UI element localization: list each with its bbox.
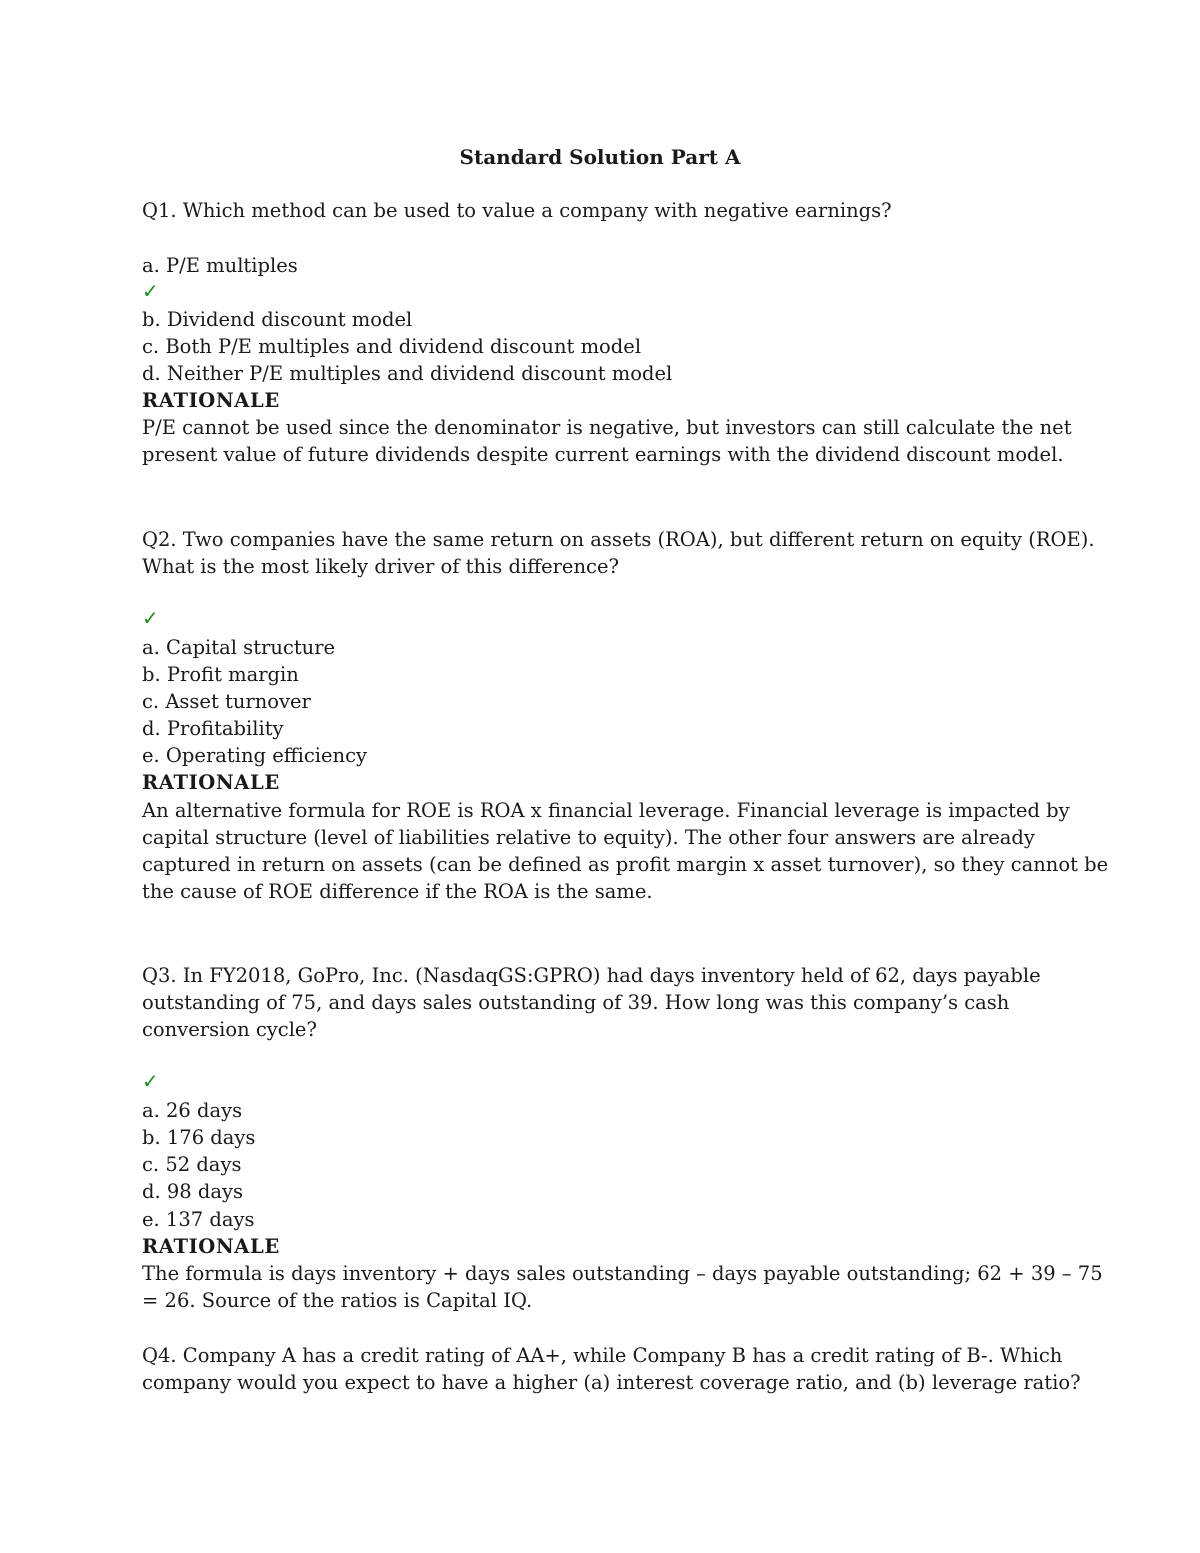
q3-option-b: b. 176 days bbox=[142, 1126, 256, 1149]
q3-option-a: a. 26 days bbox=[142, 1099, 243, 1122]
q3-rationale-heading: RATIONALE bbox=[142, 1235, 280, 1258]
page-title: Standard Solution Part A bbox=[459, 145, 741, 169]
q3-rationale-line-1: The formula is days inventory + days sales outstanding – days payable outstanding; 62 + 39 – 75 bbox=[142, 1262, 1103, 1285]
q1-rationale-line-1: P/E cannot be used since the denominator is negative, but investors can still calculate the net bbox=[142, 416, 1072, 439]
q2-option-e: e. Operating efficiency bbox=[142, 744, 368, 767]
q3-stem-line-3: conversion cycle? bbox=[142, 1018, 317, 1041]
q1-option-c: c. Both P/E multiples and dividend discount model bbox=[142, 335, 642, 358]
q2-check-mark-icon: ✓ bbox=[142, 606, 159, 630]
q3-option-e: e. 137 days bbox=[142, 1208, 255, 1231]
q2-stem-line-1: Q2. Two companies have the same return on assets (ROA), but different return on equity (ROE). bbox=[142, 528, 1095, 551]
q1-check-mark-icon: ✓ bbox=[142, 279, 159, 303]
q2-option-c: c. Asset turnover bbox=[142, 690, 311, 713]
q1-option-d: d. Neither P/E multiples and dividend discount model bbox=[142, 362, 673, 385]
q2-option-a: a. Capital structure bbox=[142, 636, 336, 659]
q3-stem-line-1: Q3. In FY2018, GoPro, Inc. (NasdaqGS:GPRO) had days inventory held of 62, days payable bbox=[142, 964, 1041, 987]
q1-option-b: b. Dividend discount model bbox=[142, 308, 413, 331]
q2-rationale-line-4: the cause of ROE difference if the ROA is the same. bbox=[142, 880, 653, 903]
q2-option-d: d. Profitability bbox=[142, 717, 284, 740]
q2-stem-line-2: What is the most likely driver of this difference? bbox=[142, 555, 619, 578]
q3-rationale-line-2: = 26. Source of the ratios is Capital IQ. bbox=[142, 1289, 533, 1312]
q4-stem-line-1: Q4. Company A has a credit rating of AA+, while Company B has a credit rating of B-. Which bbox=[142, 1344, 1063, 1367]
q3-option-d: d. 98 days bbox=[142, 1180, 244, 1203]
q2-rationale-line-1: An alternative formula for ROE is ROA x financial leverage. Financial leverage is impacted by bbox=[142, 799, 1070, 822]
q4-stem-line-2: company would you expect to have a higher (a) interest coverage ratio, and (b) leverage ratio? bbox=[142, 1371, 1081, 1394]
q1-rationale-heading: RATIONALE bbox=[142, 389, 280, 412]
q1-rationale-line-2: present value of future dividends despite current earnings with the dividend discount model. bbox=[142, 443, 1064, 466]
q2-rationale-line-2: capital structure (level of liabilities relative to equity). The other four answers are already bbox=[142, 826, 1035, 849]
q1-stem: Q1. Which method can be used to value a company with negative earnings? bbox=[142, 199, 892, 222]
q3-stem-line-2: outstanding of 75, and days sales outstanding of 39. How long was this company’s cash bbox=[142, 991, 1010, 1014]
q1-option-a: a. P/E multiples bbox=[142, 254, 298, 277]
q3-option-c: c. 52 days bbox=[142, 1153, 242, 1176]
q2-rationale-heading: RATIONALE bbox=[142, 771, 280, 794]
q2-option-b: b. Profit margin bbox=[142, 663, 299, 686]
q2-rationale-line-3: captured in return on assets (can be defined as profit margin x asset turnover), so they cannot be bbox=[142, 853, 1109, 876]
q3-check-mark-icon: ✓ bbox=[142, 1069, 159, 1093]
